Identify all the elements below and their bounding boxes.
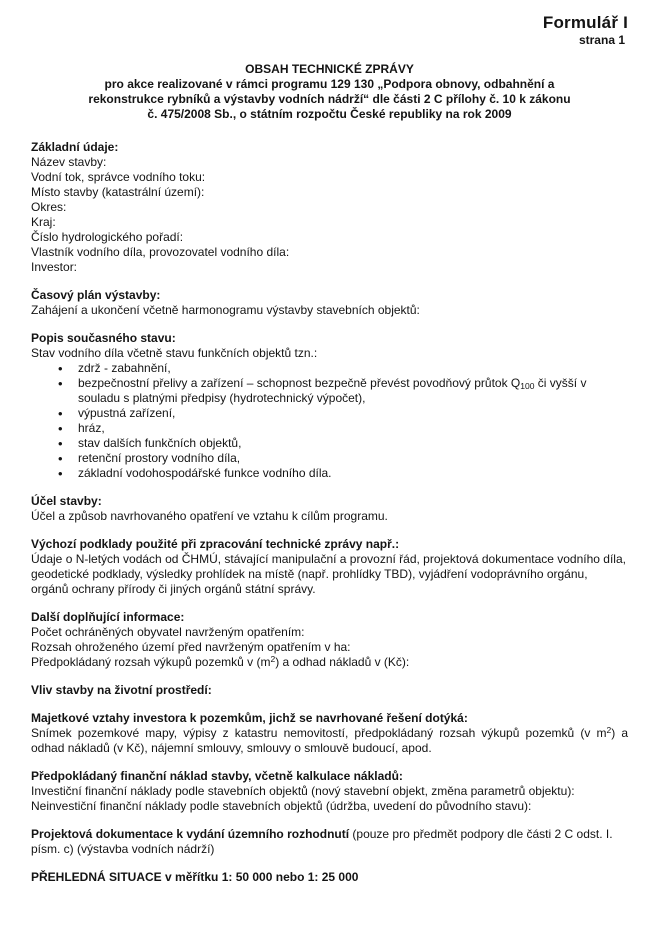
field-label-rozsah-uzemi: Rozsah ohroženého území před navrženým opatřením v ha: (31, 640, 351, 654)
page-number: strana 1 (578, 33, 625, 47)
list-item (58, 361, 628, 376)
list-item-text (78, 376, 628, 406)
section-body: Údaje o N-letých vodách od ČHMÚ, stávající manipulační a provozní řád, projektová dokumentace vodního díla, geodetické podklady, výsledky prohlídek na místě (např. prohlídky TBD), vyjádření vodoprávního orgánu, orgánů ochrany přírody či jiných orgánů státní správy. (31, 552, 626, 596)
field-label-misto-stavby: Místo stavby (katastrální území): (31, 185, 205, 199)
list-item (58, 421, 628, 436)
section-heading: Vliv stavby na životní prostředí: (31, 683, 212, 697)
field-label-vlastnik: Vlastník vodního díla, provozovatel vodního díla: (31, 245, 290, 259)
section-body-pre: Snímek pozemkové mapy, výpisy z katastru nemovitostí, předpokládaný rozsah výkupů pozemků (v m (31, 726, 607, 740)
field-label-pre: Předpokládaný rozsah výkupů pozemků v (m (31, 655, 271, 669)
field-label-pocet-obyvatel: Počet ochráněných obyvatel navrženým opatřením: (31, 625, 305, 639)
section-heading: Předpokládaný finanční náklad stavby, včetně kalkulace nákladů: (31, 769, 403, 783)
field-label-investicni-naklady: Investiční finanční náklady podle stavebních objektů (nový stavební objekt, změna parametrů objektu): (31, 784, 575, 798)
list-item-text: retenční prostory vodního díla, (78, 451, 241, 465)
title-line-4: č. 475/2008 Sb., o státním rozpočtu České republiky na rok 2009 (147, 107, 512, 121)
list-item (58, 406, 628, 421)
section-overview-situation (31, 870, 628, 885)
q100-subscript: 100 (520, 381, 535, 391)
bullet-icon: • (58, 376, 63, 391)
list-item-text: hráz, (78, 421, 105, 435)
section-body: Zahájení a ukončení včetně harmonogramu výstavby stavebních objektů: (31, 303, 420, 317)
section-project-documentation (31, 827, 628, 857)
m2-superscript: 2 (606, 725, 612, 735)
section-body: Účel a způsob navrhovaného opatření ve vztahu k cílům programu. (31, 509, 388, 523)
section-heading: Další doplňující informace: (31, 610, 185, 624)
section-basic-data (31, 140, 628, 275)
current-state-bullet-list (31, 361, 628, 481)
bullet-icon: • (58, 361, 63, 376)
section-intro: Stav vodního díla včetně stavu funkčních objektů tzn.: (31, 346, 318, 360)
list-item-text: základní vodohospodářské funkce vodního díla. (78, 466, 332, 480)
field-label-kraj: Kraj: (31, 215, 56, 229)
list-item-text-pre: bezpečnostní přelivy a zařízení – schopnost bezpečně převést povodňový průtok Q (78, 376, 521, 390)
list-item (58, 376, 628, 406)
section-heading: Popis současného stavu: (31, 331, 176, 345)
field-label-post: ) a odhad nákladů v (Kč): (275, 655, 410, 669)
section-current-state (31, 331, 628, 481)
section-purpose (31, 494, 628, 524)
section-property-relations (31, 711, 628, 756)
list-item (58, 451, 628, 466)
section-environmental-impact (31, 683, 628, 698)
section-heading-inline: Projektová dokumentace k vydání územního rozhodnutí (31, 827, 350, 841)
list-item-text-post: či vyšší v souladu s platnými předpisy (hydrotechnický výpočet), (78, 376, 587, 405)
section-body (31, 827, 628, 857)
section-body-post: ) a odhad nákladů (v Kč), nájemní smlouvy, smlouvy o smlouvě budoucí, apod. (31, 726, 628, 755)
list-item-text: výpustná zařízení, (78, 406, 176, 420)
document-title (31, 62, 628, 122)
section-additional-info (31, 610, 628, 670)
field-label-nazev-stavby: Název stavby: (31, 155, 107, 169)
field-label-investor: Investor: (31, 260, 78, 274)
form-label: Formulář I (542, 13, 628, 32)
section-time-plan (31, 288, 628, 318)
form-header (31, 13, 628, 48)
section-heading: Výchozí podklady použité při zpracování technické zprávy např.: (31, 537, 400, 551)
field-label-rozsah-vykupu (31, 655, 628, 670)
bullet-icon: • (58, 451, 63, 466)
list-item-text: stav dalších funkčních objektů, (78, 436, 242, 450)
list-item-text: zdrž - zabahnění, (78, 361, 171, 375)
field-label-hydrologicke-poradi: Číslo hydrologického pořadí: (31, 230, 184, 244)
field-label-vodni-tok: Vodní tok, správce vodního toku: (31, 170, 206, 184)
m2-superscript: 2 (270, 654, 276, 664)
section-heading-note: (pouze pro předmět podpory dle části 2 C odst. I. písm. c) (výstavba vodních nádrží) (31, 827, 613, 856)
title-line-2: pro akce realizované v rámci programu 129 130 „Podpora obnovy, odbahnění a (104, 77, 555, 91)
section-source-documents (31, 537, 628, 597)
title-line-3: rekonstrukce rybníků a výstavby vodních nádrží“ dle části 2 C přílohy č. 10 k zákonu (88, 92, 571, 106)
list-item (58, 436, 628, 451)
section-heading: Časový plán výstavby: (31, 288, 161, 302)
section-heading: Majetkové vztahy investora k pozemkům, jichž se navrhované řešení dotýká: (31, 711, 468, 725)
bullet-icon: • (58, 406, 63, 421)
section-heading: Účel stavby: (31, 494, 102, 508)
bullet-icon: • (58, 421, 63, 436)
bullet-icon: • (58, 466, 63, 481)
field-label-okres: Okres: (31, 200, 67, 214)
bullet-icon: • (58, 436, 63, 451)
section-financial-cost (31, 769, 628, 814)
list-item (58, 466, 628, 481)
section-heading: PŘEHLEDNÁ SITUACE v měřítku 1: 50 000 nebo 1: 25 000 (31, 870, 359, 884)
section-heading: Základní údaje: (31, 140, 119, 154)
title-line-1: OBSAH TECHNICKÉ ZPRÁVY (245, 62, 414, 76)
field-label-neinvesticni-naklady: Neinvestiční finanční náklady podle stavebních objektů (údržba, uvedení do původního stavu): (31, 799, 532, 813)
section-body (31, 726, 628, 756)
